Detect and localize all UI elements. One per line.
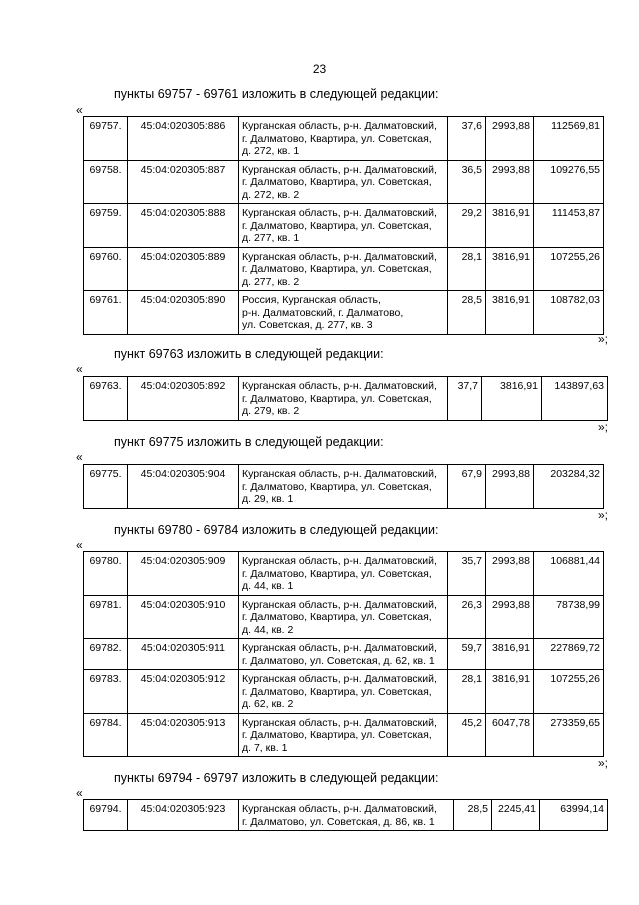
cadastral-number: 45:04:020305:886 [128, 117, 239, 161]
cadastral-number: 45:04:020305:889 [128, 247, 239, 291]
cadastral-value: 78738,99 [534, 595, 604, 639]
close-quote: »; [598, 332, 609, 346]
area-value: 26,3 [448, 595, 486, 639]
cadastral-number: 45:04:020305:904 [128, 465, 239, 509]
area-value: 45,2 [448, 713, 486, 757]
address-line: Курганская область, р-н. Далматовский, [242, 716, 437, 729]
item-number: 69784. [84, 713, 128, 757]
specific-value: 2993,88 [486, 465, 534, 509]
address-line: д. 277, кв. 2 [242, 275, 300, 288]
cadastral-table [83, 799, 608, 831]
address-line: г. Далматово, Квартира, ул. Советская, [242, 480, 432, 493]
cadastral-value: 107255,26 [534, 247, 604, 291]
cadastral-number: 45:04:020305:890 [128, 291, 239, 335]
specific-value: 6047,78 [486, 713, 534, 757]
address-line: Курганская область, р-н. Далматовский, [242, 207, 437, 219]
address-line: д. 272, кв. 2 [242, 188, 300, 201]
item-number: 69757. [84, 117, 128, 161]
cadastral-value: 108782,03 [534, 291, 604, 335]
address-cell [239, 465, 448, 509]
address-line: г. Далматово, Квартира, ул. Советская, [242, 132, 432, 145]
cadastral-table [83, 116, 604, 335]
section-intro: пункт 69775 изложить в следующей редакции: [114, 435, 384, 449]
specific-value: 3816,91 [486, 639, 534, 670]
specific-value: 3816,91 [486, 247, 534, 291]
cadastral-number: 45:04:020305:910 [128, 595, 239, 639]
specific-value: 2245,41 [492, 800, 540, 831]
section-intro: пункт 69763 изложить в следующей редакции: [114, 347, 384, 361]
cadastral-number: 45:04:020305:887 [128, 160, 239, 204]
table-row [84, 639, 604, 670]
table-row [84, 291, 604, 335]
cadastral-number: 45:04:020305:923 [128, 800, 239, 831]
area-value: 35,7 [448, 552, 486, 596]
address-line: Курганская область, р-н. Далматовский, [242, 468, 437, 480]
address-cell [239, 713, 448, 757]
open-quote: « [76, 786, 83, 800]
item-number: 69763. [84, 377, 128, 421]
address-cell [239, 552, 448, 596]
address-line: г. Далматово, ул. Советская, д. 62, кв. 1 [242, 654, 435, 667]
area-value: 67,9 [448, 465, 486, 509]
address-cell [239, 639, 448, 670]
open-quote: « [76, 103, 83, 117]
table-row [84, 670, 604, 714]
area-value: 29,2 [448, 204, 486, 248]
cadastral-value: 273359,65 [534, 713, 604, 757]
item-number: 69780. [84, 552, 128, 596]
address-line: Курганская область, р-н. Далматовский, [242, 380, 437, 392]
cadastral-value: 143897,63 [542, 377, 608, 421]
address-line: Курганская область, р-н. Далматовский, [242, 642, 437, 654]
area-value: 36,5 [448, 160, 486, 204]
address-line: ул. Советская, д. 277, кв. 3 [242, 319, 373, 331]
address-line: Курганская область, р-н. Далматовский, [242, 673, 437, 685]
area-value: 28,1 [448, 247, 486, 291]
table-row [84, 465, 604, 509]
address-line: д. 272, кв. 1 [242, 145, 300, 157]
cadastral-number: 45:04:020305:912 [128, 670, 239, 714]
close-quote: »; [598, 756, 609, 770]
address-cell [239, 291, 448, 335]
address-line: д. 44, кв. 2 [242, 623, 294, 636]
address-line: г. Далматово, Квартира, ул. Советская, [242, 176, 432, 188]
table-row [84, 377, 608, 421]
address-line: г. Далматово, Квартира, ул. Советская, [242, 392, 432, 405]
address-cell [239, 204, 448, 248]
section-intro: пункты 69794 - 69797 изложить в следующей редакции: [114, 771, 439, 785]
specific-value: 2993,88 [486, 160, 534, 204]
address-line: д. 62, кв. 2 [242, 698, 294, 710]
cadastral-number: 45:04:020305:913 [128, 713, 239, 757]
address-cell [239, 247, 448, 291]
open-quote: « [76, 450, 83, 464]
item-number: 69782. [84, 639, 128, 670]
item-number: 69760. [84, 247, 128, 291]
close-quote: »; [598, 420, 609, 434]
address-cell [239, 595, 448, 639]
table-row [84, 247, 604, 291]
cadastral-table [83, 464, 604, 509]
address-line: Курганская область, р-н. Далматовский, [242, 598, 437, 611]
specific-value: 3816,91 [482, 377, 542, 421]
specific-value: 2993,88 [486, 117, 534, 161]
cadastral-value: 109276,55 [534, 160, 604, 204]
item-number: 69775. [84, 465, 128, 509]
address-line: г. Далматово, Квартира, ул. Советская, [242, 685, 432, 698]
table-row [84, 204, 604, 248]
specific-value: 3816,91 [486, 291, 534, 335]
address-line: г. Далматово, Квартира, ул. Советская, [242, 219, 432, 232]
address-line: д. 29, кв. 1 [242, 493, 294, 505]
cadastral-value: 106881,44 [534, 552, 604, 596]
table-row [84, 117, 604, 161]
cadastral-number: 45:04:020305:909 [128, 552, 239, 596]
page-number: 23 [312, 62, 327, 76]
table-row [84, 552, 604, 596]
area-value: 28,5 [448, 291, 486, 335]
item-number: 69761. [84, 291, 128, 335]
cadastral-table [83, 376, 608, 421]
address-line: р-н. Далматовский, г. Далматово, [242, 306, 404, 319]
address-line: г. Далматово, Квартира, ул. Советская, [242, 567, 432, 580]
item-number: 69758. [84, 160, 128, 204]
address-cell [239, 800, 454, 831]
address-line: д. 277, кв. 1 [242, 232, 300, 244]
area-value: 37,6 [448, 117, 486, 161]
area-value: 28,5 [454, 800, 492, 831]
address-line: г. Далматово, Квартира, ул. Советская, [242, 263, 432, 275]
cadastral-number: 45:04:020305:911 [128, 639, 239, 670]
cadastral-value: 112569,81 [534, 117, 604, 161]
specific-value: 2993,88 [486, 552, 534, 596]
table-row [84, 595, 604, 639]
address-cell [239, 160, 448, 204]
specific-value: 2993,88 [486, 595, 534, 639]
address-cell [239, 377, 448, 421]
cadastral-value: 63994,14 [540, 800, 608, 831]
address-line: Курганская область, р-н. Далматовский, [242, 163, 437, 176]
cadastral-table [83, 551, 604, 757]
table-row [84, 800, 608, 831]
item-number: 69794. [84, 800, 128, 831]
address-line: г. Далматово, Квартира, ул. Советская, [242, 611, 432, 623]
address-line: д. 7, кв. 1 [242, 741, 288, 754]
area-value: 59,7 [448, 639, 486, 670]
item-number: 69783. [84, 670, 128, 714]
address-cell [239, 117, 448, 161]
cadastral-value: 107255,26 [534, 670, 604, 714]
address-line: Курганская область, р-н. Далматовский, [242, 120, 437, 132]
open-quote: « [76, 538, 83, 552]
cadastral-number: 45:04:020305:888 [128, 204, 239, 248]
close-quote: »; [598, 508, 609, 522]
address-line: Россия, Курганская область, [242, 294, 381, 306]
cadastral-number: 45:04:020305:892 [128, 377, 239, 421]
item-number: 69759. [84, 204, 128, 248]
item-number: 69781. [84, 595, 128, 639]
cadastral-value: 111453,87 [534, 204, 604, 248]
address-line: Курганская область, р-н. Далматовский, [242, 803, 437, 815]
specific-value: 3816,91 [486, 670, 534, 714]
open-quote: « [76, 362, 83, 376]
address-cell [239, 670, 448, 714]
address-line: д. 279, кв. 2 [242, 405, 300, 417]
table-row [84, 713, 604, 757]
address-line: г. Далматово, Квартира, ул. Советская, [242, 729, 432, 741]
address-line: г. Далматово, ул. Советская, д. 86, кв. 1 [242, 815, 435, 828]
cadastral-value: 227869,72 [534, 639, 604, 670]
table-row [84, 160, 604, 204]
address-line: д. 44, кв. 1 [242, 580, 294, 592]
address-line: Курганская область, р-н. Далматовский, [242, 250, 437, 263]
area-value: 37,7 [448, 377, 482, 421]
area-value: 28,1 [448, 670, 486, 714]
section-intro: пункты 69780 - 69784 изложить в следующей редакции: [114, 523, 439, 537]
cadastral-value: 203284,32 [534, 465, 604, 509]
address-line: Курганская область, р-н. Далматовский, [242, 555, 437, 567]
section-intro: пункты 69757 - 69761 изложить в следующей редакции: [114, 87, 439, 101]
specific-value: 3816,91 [486, 204, 534, 248]
